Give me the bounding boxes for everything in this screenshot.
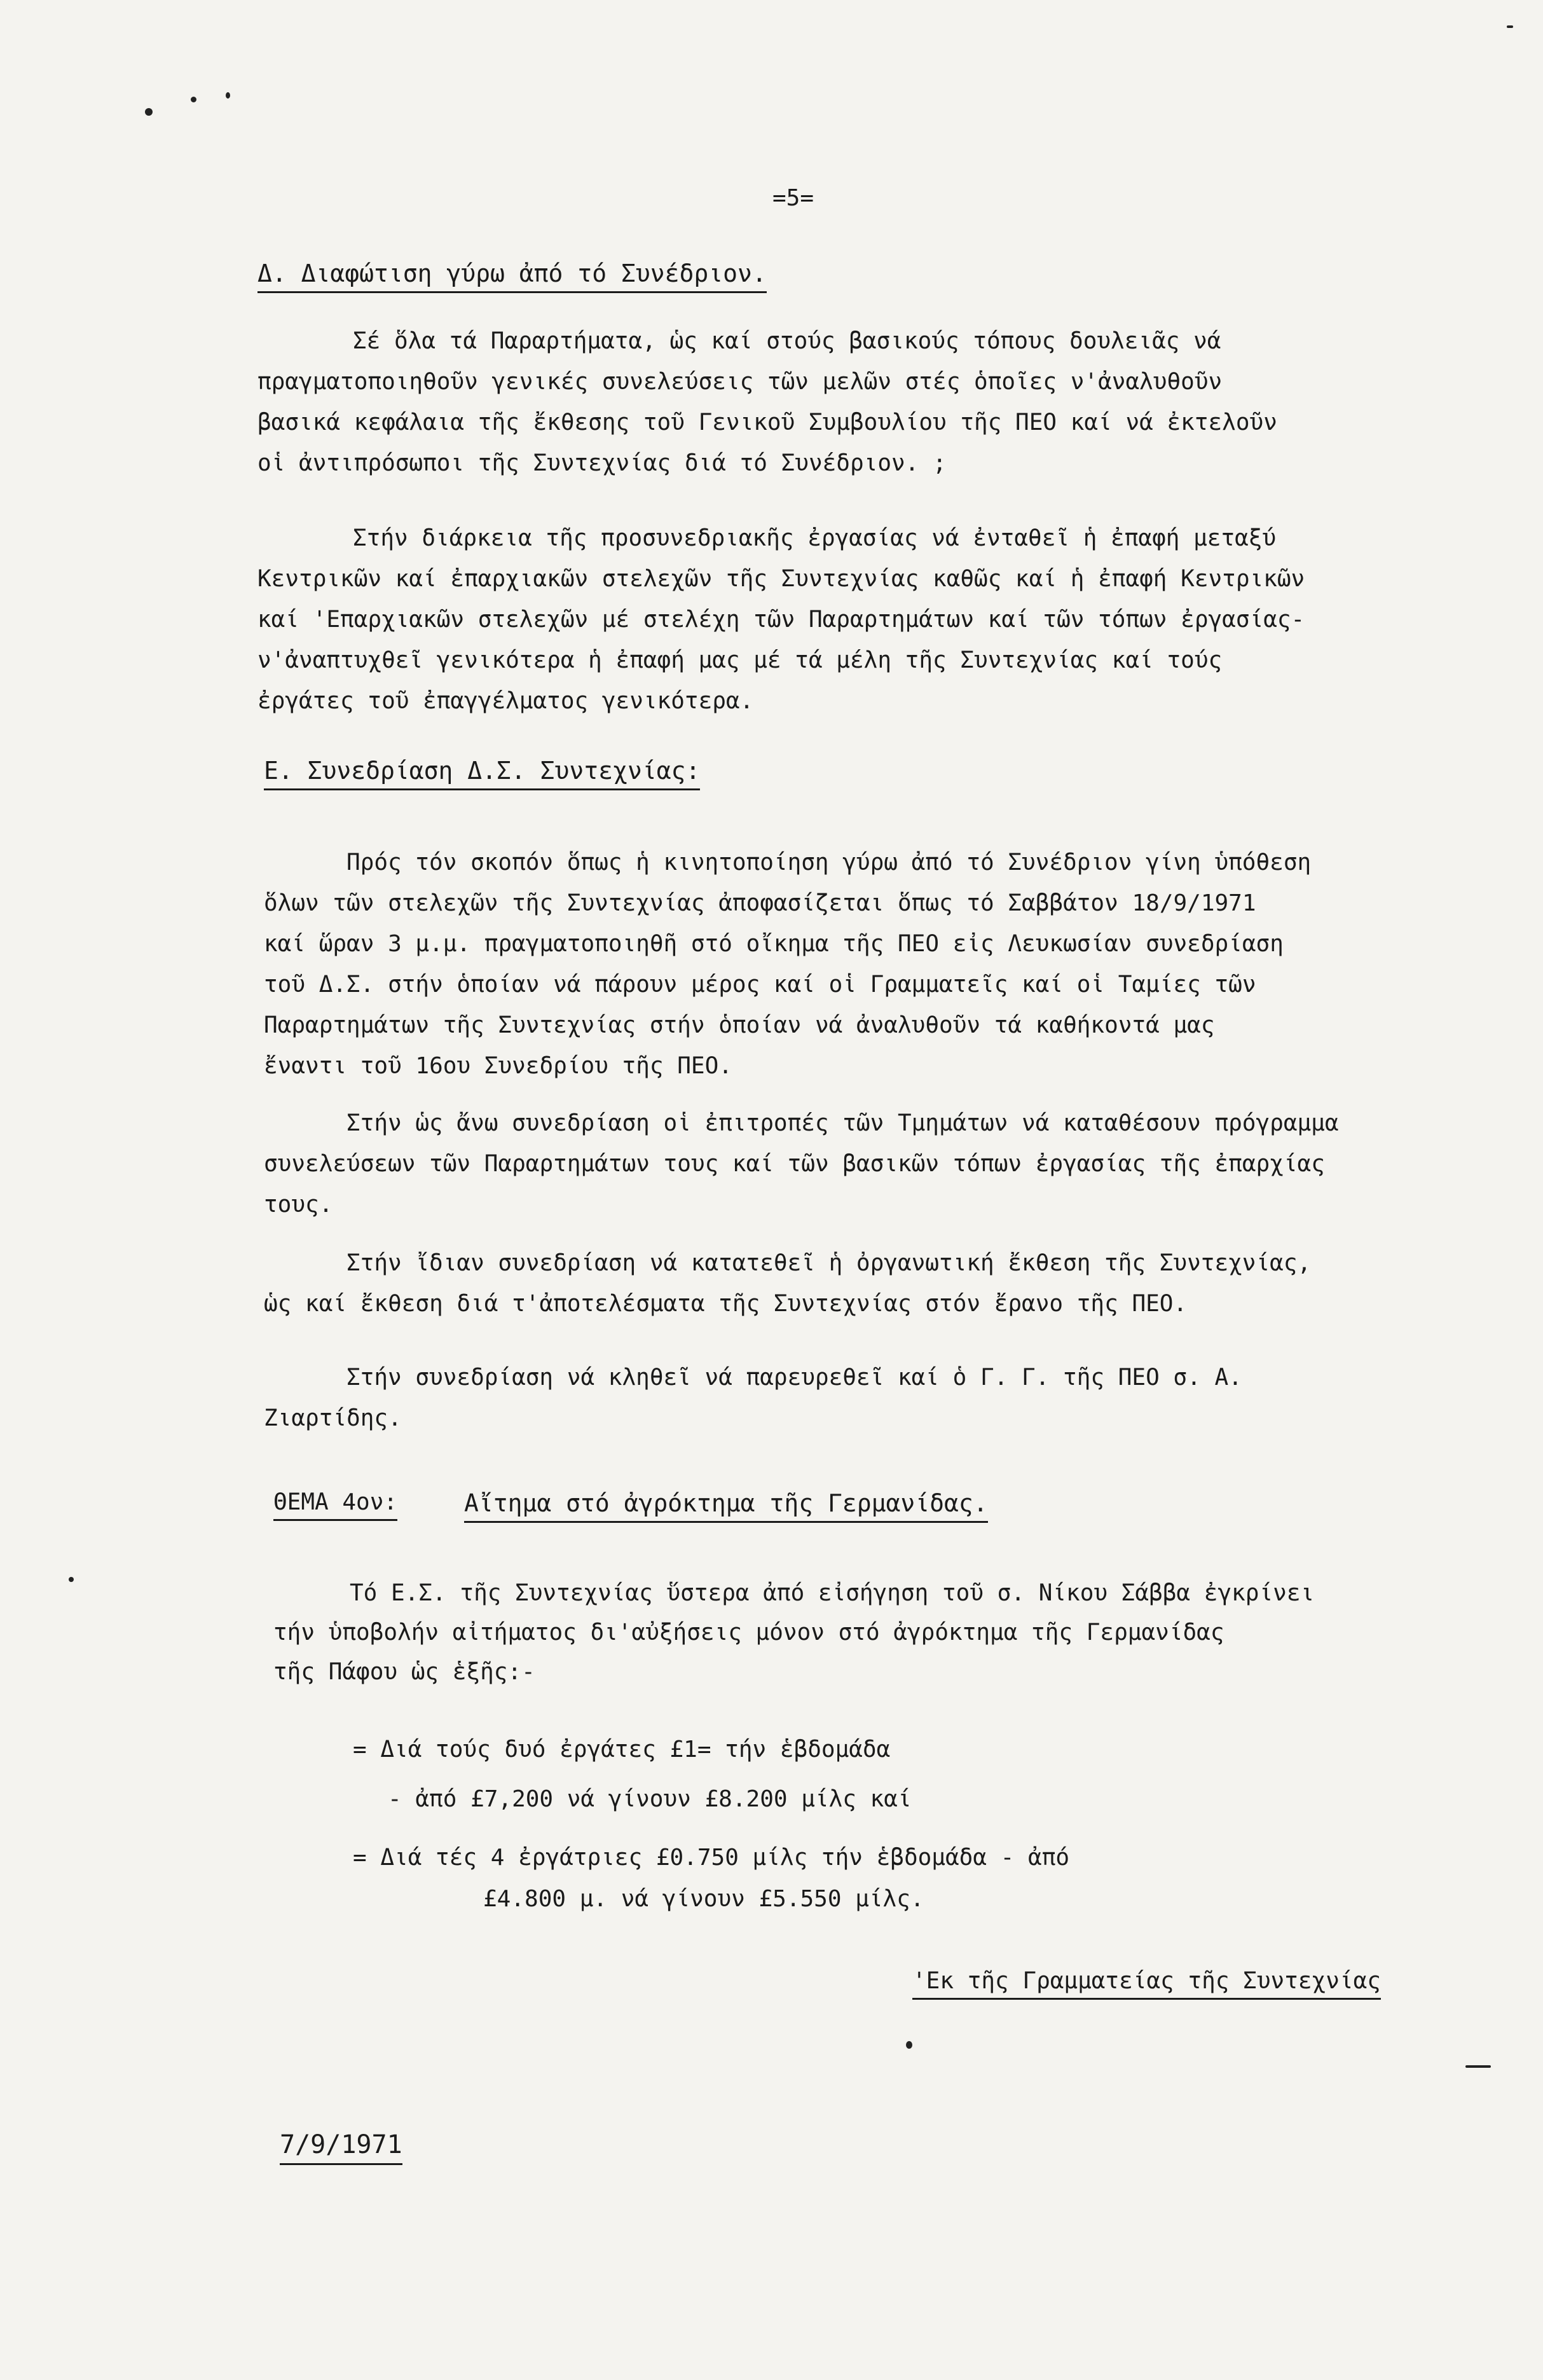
section-e-paragraph-3: Στήν ἴδιαν συνεδρίαση νά κατατεθεῖ ἡ ὀργανωτική ἔκθεση τῆς Συντεχνίας, ὡς καί ἔκθεση διά τ'ἀποτελέσματα τῆς Συντεχνίας στόν ἔρανο τῆς ΠΕΟ.: [264, 1250, 1312, 1317]
scan-speck: [191, 97, 196, 102]
scan-speck: [1507, 25, 1513, 28]
thema-label: ΘΕΜΑ 4ον:: [273, 1489, 397, 1521]
list-item-workers-detail: - ἀπό £7,200 νά γίνουν £8.200 μίλς καί: [388, 1786, 912, 1812]
section-d-heading: Δ. Διαφώτιση γύρω ἀπό τό Συνέδριον.: [257, 259, 767, 293]
scan-speck: [906, 2041, 912, 2049]
scan-speck: [226, 92, 230, 99]
section-e-paragraph-1: Πρός τόν σκοπόν ὅπως ἡ κινητοποίηση γύρω ἀπό τό Συνέδριον γίνη ὑπόθεση ὅλων τῶν στελεχῶν τῆς Συντεχνίας ἀποφασίζεται ὅπως τό Σαββάτον 18/9/1971 καί ὥραν 3 μ.μ. πραγματοποιηθῆ στό οἴκημα τῆς ΠΕΟ εἰς Λευκωσίαν συνεδρίαση τοῦ Δ.Σ. στήν ὁποίαν νά πάρουν μέρος καί οἱ Γραμματεῖς καί οἱ Ταμίες τῶν Παραρτημάτων τῆς Συντεχνίας στήν ὁποίαν νά ἀναλυθοῦν τά καθήκοντά μας ἔναντι τοῦ 16ου Συνεδρίου τῆς ΠΕΟ.: [264, 850, 1312, 1079]
thema-title: Αἴτημα στό ἀγρόκτημα τῆς Γερμανίδας.: [464, 1489, 988, 1523]
document-date: 7/9/1971: [280, 2130, 402, 2165]
thema-paragraph-1: Τό Ε.Σ. τῆς Συντεχνίας ὕστερα ἀπό εἰσήγηση τοῦ σ. Νίκου Σάββα ἐγκρίνει τήν ὑποβολήν αἰτήματος δι'αὐξήσεις μόνον στό ἀγρόκτημα τῆς Γερμανίδας τῆς Πάφου ὡς ἑξῆς:-: [273, 1580, 1315, 1685]
section-e-paragraph-4: Στήν συνεδρίαση νά κληθεῖ νά παρευρεθεῖ καί ὁ Γ. Γ. τῆς ΠΕΟ σ. Α. Ζιαρτίδης.: [264, 1365, 1242, 1431]
scan-speck: [1465, 2065, 1491, 2068]
page-number: =5=: [772, 185, 814, 211]
scan-speck: [145, 108, 153, 116]
scan-speck: [69, 1577, 74, 1582]
section-d-paragraph-2: Στήν διάρκεια τῆς προσυνεδριακῆς ἐργασίας νά ἐνταθεῖ ἡ ἐπαφή μεταξύ Κεντρικῶν καί ἐπαρχιακῶν στελεχῶν τῆς Συντεχνίας καθῶς καί ἡ ἐπαφή Κεντρικῶν καί 'Επαρχιακῶν στελεχῶν μέ στελέχη τῶν Παραρτημάτων καί τῶν τόπων ἐργασίας- ν'ἀναπτυχθεῖ γενικότερα ἡ ἐπαφή μας μέ τά μέλη τῆς Συντεχνίας καί τούς ἐργάτες τοῦ ἐπαγγέλματος γενικότερα.: [257, 525, 1305, 714]
section-e-paragraph-2: Στήν ὡς ἄνω συνεδρίαση οἱ ἐπιτροπές τῶν Τμημάτων νά καταθέσουν πρόγραμμα συνελεύσεων τῶν Παραρτημάτων τους καί τῶν βασικῶν τόπων ἐργασίας τῆς ἐπαρχίας τους.: [264, 1110, 1339, 1218]
section-d-paragraph-1: Σέ ὅλα τά Παραρτήματα, ὡς καί στούς βασικούς τόπους δουλειᾶς νά πραγματοποιηθοῦν γενικές συνελεύσεις τῶν μελῶν στές ὁποῖες ν'ἀναλυθοῦν βασικά κεφάλαια τῆς ἔκθεσης τοῦ Γενικοῦ Συμβουλίου τῆς ΠΕΟ καί νά ἐκτελοῦν οἱ ἀντιπρόσωποι τῆς Συντεχνίας διά τό Συνέδριον. ;: [257, 328, 1277, 476]
list-item-workers: = Διά τούς δυό ἐργάτες £1= τήν ἑβδομάδα: [353, 1737, 891, 1763]
section-e-heading: Ε. Συνεδρίαση Δ.Σ. Συντεχνίας:: [264, 757, 700, 790]
signature: 'Εκ τῆς Γραμματείας τῆς Συντεχνίας: [912, 1968, 1381, 2000]
list-item-female-workers-detail: £4.800 μ. νά γίνουν £5.550 μίλς.: [483, 1886, 924, 1912]
list-item-female-workers: = Διά τές 4 ἐργάτριες £0.750 μίλς τήν ἑβδομάδα - ἀπό: [353, 1845, 1070, 1871]
